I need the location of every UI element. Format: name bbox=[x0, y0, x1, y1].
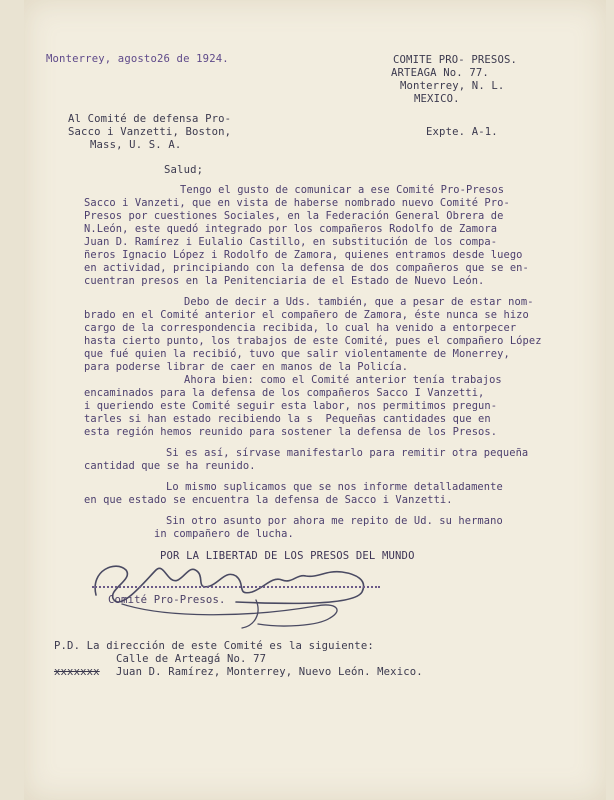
body-line: en actividad, principiando con la defensa de dos compañeros que se en- bbox=[84, 262, 529, 274]
body-line: Debo de decir a Uds. también, que a pesar de estar nom- bbox=[184, 296, 534, 308]
signature-rule bbox=[92, 586, 380, 588]
body-line: Ahora bien: como el Comité anterior tenía trabajos bbox=[184, 374, 502, 386]
postscript-line-2: Calle de Arteagá No. 77 bbox=[116, 653, 267, 665]
closing-motto: POR LA LIBERTAD DE LOS PRESOS DEL MUNDO bbox=[160, 550, 415, 562]
body-line: encaminados para la defensa de los compañeros Sacco I Vanzetti, bbox=[84, 387, 485, 399]
body-line: Juan D. Ramírez i Eulalio Castillo, en substitución de los compa- bbox=[84, 236, 498, 248]
body-line: Sin otro asunto por ahora me repito de Ud. su hermano bbox=[166, 515, 503, 527]
body-line: Lo mismo suplicamos que se nos informe detalladamente bbox=[166, 481, 503, 493]
body-line: Tengo el gusto de comunicar a ese Comité Pro-Presos bbox=[180, 184, 505, 196]
letter-page bbox=[24, 0, 606, 800]
struck-text: xxxxxxx bbox=[54, 666, 100, 678]
recipient-line-2: Sacco i Vanzetti, Boston, bbox=[68, 126, 232, 138]
postscript-line-1: P.D. La dirección de este Comité es la siguiente: bbox=[54, 640, 374, 652]
handwritten-signature bbox=[86, 540, 386, 630]
body-line: cuentran presos en la Penitenciaria de el Estado de Nuevo León. bbox=[84, 275, 485, 287]
org-line-3: Monterrey, N. L. bbox=[400, 80, 505, 92]
file-reference: Expte. A-1. bbox=[426, 126, 498, 138]
body-line: hasta cierto punto, los trabajos de este Comité, pues el compañero López bbox=[84, 335, 542, 347]
body-line: Si es así, sírvase manifestarlo para remitir otra pequeña bbox=[166, 447, 529, 459]
org-line-1: COMITE PRO- PRESOS. bbox=[393, 54, 518, 66]
body-line: cargo de la correspondencia recibida, lo cual ha venido a entorpecer bbox=[84, 322, 517, 334]
signature-org: Comité Pro-Presos. bbox=[108, 594, 226, 606]
body-line: in compañero de lucha. bbox=[154, 528, 294, 540]
body-line: que fué quien la recibió, tuvo que salir violentamente de Monerrey, bbox=[84, 348, 510, 360]
body-line: ñeros Ignacio López i Rodolfo de Zamora, quienes entramos desde luego bbox=[84, 249, 523, 261]
place-date: Monterrey, agosto26 de 1924. bbox=[46, 53, 229, 65]
salutation: Salud; bbox=[164, 164, 204, 176]
recipient-line-3: Mass, U. S. A. bbox=[90, 139, 182, 151]
body-line: Presos por cuestiones Sociales, en la Federación General Obrera de bbox=[84, 210, 504, 222]
body-line: para poderse librar de caer en manos de la Policía. bbox=[84, 361, 409, 373]
body-line: tarles si han estado recibiendo la s Pequeñas cantidades que en bbox=[84, 413, 491, 425]
postscript-line-3: Juan D. Ramírez, Monterrey, Nuevo León. Mexico. bbox=[116, 666, 423, 678]
recipient-line-1: Al Comité de defensa Pro- bbox=[68, 113, 232, 125]
body-line: Sacco i Vanzeti, que en vista de haberse nombrado nuevo Comité Pro- bbox=[84, 197, 510, 209]
body-line: en que estado se encuentra la defensa de Sacco i Vanzetti. bbox=[84, 494, 453, 506]
body-line: i queriendo este Comité seguir esta labor, nos permitimos pregun- bbox=[84, 400, 498, 412]
body-line: N.León, este quedó integrado por los compañeros Rodolfo de Zamora bbox=[84, 223, 498, 235]
org-line-4: MEXICO. bbox=[414, 93, 460, 105]
body-line: brado en el Comité anterior el compañero de Zamora, éste nunca se hizo bbox=[84, 309, 529, 321]
body-line: esta región hemos reunido para sostener la defensa de los Presos. bbox=[84, 426, 498, 438]
org-line-2: ARTEAGA No. 77. bbox=[391, 67, 489, 79]
body-line: cantidad que se ha reunido. bbox=[84, 460, 256, 472]
